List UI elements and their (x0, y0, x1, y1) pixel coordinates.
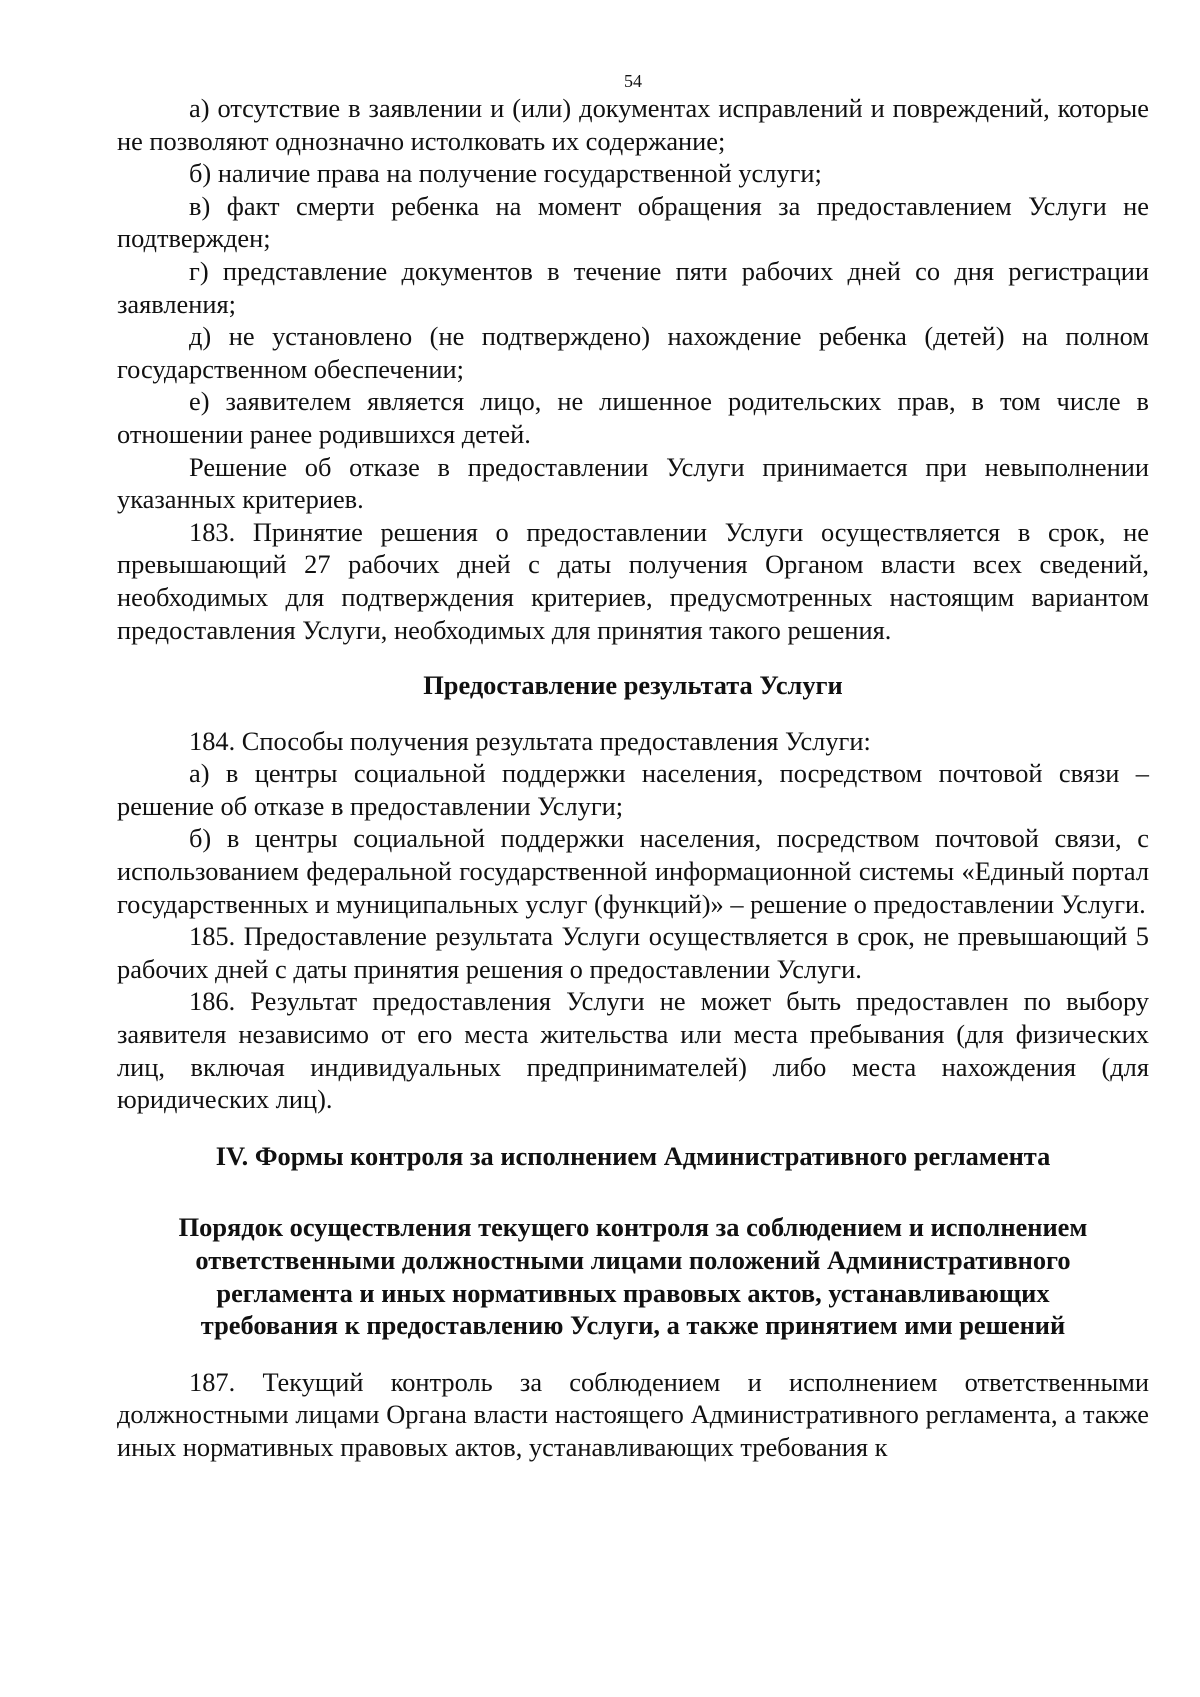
paragraph-186: 186. Результат предоставления Услуги не может быть предоставлен по выбору заявителя независимо от его места жительства или места пребывания (для физических лиц, включая индивидуальных предпринимателей) либо места нахождения (для юридических лиц). (117, 986, 1149, 1115)
paragraph-187: 187. Текущий контроль за соблюдением и исполнением ответственными должностными лицами Органа власти настоящего Административного регламента, а также иных нормативных правовых актов, устанавливающих требования к (117, 1366, 1149, 1462)
refusal-decision-paragraph: Решение об отказе в предоставлении Услуги принимается при невыполнении указанных критериев. (117, 451, 1149, 515)
heading-current-control-line: регламента и иных нормативных правовых актов, устанавливающих (216, 1277, 1050, 1308)
item-a-no-corrections: а) отсутствие в заявлении и (или) документах исправлений и повреждений, которые не позволяют однозначно истолковать их содержание; (117, 93, 1149, 156)
item-a-refusal-delivery: а) в центры социальной поддержки населения, посредством почтовой связи – решение об отказе в предоставлении Услуги; (117, 758, 1149, 821)
item-c-child-death-fact: в) факт смерти ребенка на момент обращения за предоставлением Услуги не подтвержден; (117, 190, 1149, 254)
heading-result-provision: Предоставление результата Услуги (423, 670, 843, 701)
item-e-state-support: д) не установлено (не подтверждено) нахождение ребенка (детей) на полном государственном обеспечении; (117, 321, 1149, 384)
page-number: 54 (624, 71, 642, 91)
heading-current-control-line: ответственными должностными лицами положений Административного (195, 1245, 1071, 1275)
heading-current-control (117, 1211, 1149, 1341)
heading-current-control-line: Порядок осуществления текущего контроля за соблюдением и исполнением (178, 1212, 1088, 1243)
item-b-right-to-service: б) наличие права на получение государственной услуги; (189, 158, 822, 189)
item-f-parental-rights: е) заявителем является лицо, не лишенное родительских прав, в том числе в отношении ранее родившихся детей. (117, 386, 1149, 449)
heading-section-iv: IV. Формы контроля за исполнением Административного регламента (215, 1140, 1051, 1171)
heading-current-control-line: требования к предоставлению Услуги, а также принятием ими решений (200, 1310, 1066, 1341)
paragraph-183: 183. Принятие решения о предоставлении Услуги осуществляется в срок, не превышающий 27 рабочих дней с даты получения Органом власти всех сведений, необходимых для подтверждения критериев, предусмотренных настоящим вариантом предоставления Услуги, необходимых для принятия такого решения. (117, 516, 1149, 645)
paragraph-185: 185. Предоставление результата Услуги осуществляется в срок, не превышающий 5 рабочих дней с даты принятия решения о предоставлении Услуги. (117, 921, 1149, 984)
item-d-documents-deadline: г) представление документов в течение пяти рабочих дней со дня регистрации заявления; (117, 255, 1149, 319)
paragraph-184: 184. Способы получения результата предоставления Услуги: (189, 725, 871, 756)
document-page (117, 70, 1149, 1464)
item-b-approval-delivery: б) в центры социальной поддержки населения, посредством почтовой связи, с использованием федеральной государственной информационной системы «Единый портал государственных и муниципальных услуг (функций)» – решение о предоставлении Услуги. (117, 823, 1149, 919)
